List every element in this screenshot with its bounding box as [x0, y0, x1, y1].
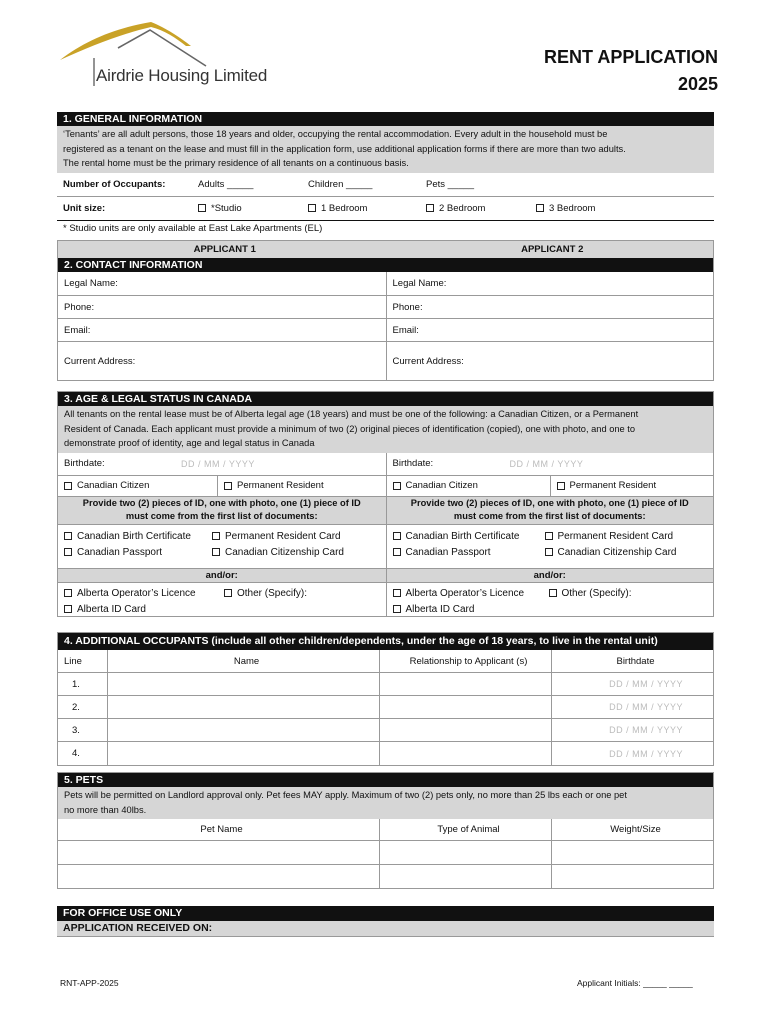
pr-card-option-2[interactable]: Permanent Resident Card: [545, 529, 674, 545]
phone-field-2[interactable]: Phone:: [386, 296, 714, 318]
citizen-option-1[interactable]: Canadian Citizen: [58, 476, 218, 496]
birthdate-field-1[interactable]: Birthdate: DD / MM / YYYY: [64, 458, 255, 469]
birth-cert-option-1[interactable]: Canadian Birth Certificate: [64, 529, 212, 545]
checkbox-icon[interactable]: [536, 204, 544, 212]
section-heading: 1. GENERAL INFORMATION: [57, 112, 714, 126]
section-heading: 5. PETS: [58, 773, 713, 787]
office-use-section: [57, 906, 714, 938]
section-heading: 3. AGE & LEGAL STATUS IN CANADA: [58, 392, 713, 406]
pets-section: [57, 772, 714, 889]
checkbox-icon[interactable]: [393, 548, 401, 556]
licence-option-1[interactable]: Alberta Operator’s Licence: [64, 586, 224, 602]
licence-option-2[interactable]: Alberta Operator’s Licence: [393, 586, 549, 602]
birth-cert-option-2[interactable]: Canadian Birth Certificate: [393, 529, 545, 545]
phone-field-1[interactable]: Phone:: [64, 301, 95, 313]
pr-card-option-1[interactable]: Permanent Resident Card: [212, 529, 341, 545]
checkbox-icon[interactable]: [224, 482, 232, 490]
two-bedroom-option[interactable]: 2 Bedroom: [420, 197, 530, 220]
children-field[interactable]: Children _____: [308, 178, 373, 190]
unit-size-label: Unit size:: [63, 202, 106, 214]
three-bedroom-option[interactable]: 3 Bedroom: [530, 197, 595, 220]
contact-section: [57, 240, 714, 381]
and-or-label-1: and/or:: [205, 569, 238, 581]
applicant-initials[interactable]: Applicant Initials: _____ _____: [577, 978, 693, 988]
checkbox-icon[interactable]: [549, 589, 557, 597]
pets-intro: Pets will be permitted on Landlord approval only. Pet fees MAY apply. Maximum of two (2) pets only, no more than 25 lbs each or one pet no more than 40lbs.: [58, 787, 713, 819]
citizen-option-2[interactable]: Canadian Citizen: [387, 476, 551, 496]
citizenship-card-option-2[interactable]: Canadian Citizenship Card: [545, 545, 677, 561]
address-field-1[interactable]: Current Address:: [64, 355, 136, 367]
checkbox-icon[interactable]: [393, 532, 401, 540]
legal-status-section: [57, 391, 714, 617]
table-row[interactable]: [58, 841, 713, 865]
checkbox-icon[interactable]: [426, 204, 434, 212]
checkbox-icon[interactable]: [64, 605, 72, 613]
checkbox-icon[interactable]: [64, 482, 72, 490]
one-bedroom-option[interactable]: 1 Bedroom: [302, 197, 420, 220]
studio-option[interactable]: *Studio: [192, 197, 302, 220]
applicant-2-header: APPLICANT 2: [521, 244, 584, 255]
checkbox-icon[interactable]: [545, 548, 553, 556]
form-code: RNT-APP-2025: [60, 978, 119, 988]
page-title: RENT APPLICATION 2025: [544, 47, 718, 94]
table-row[interactable]: 3. DD / MM / YYYY: [58, 719, 713, 742]
checkbox-icon[interactable]: [64, 548, 72, 556]
table-row[interactable]: 2. DD / MM / YYYY: [58, 696, 713, 719]
additional-occupants-section: [57, 632, 714, 766]
table-row[interactable]: 4. DD / MM / YYYY: [58, 742, 713, 765]
checkbox-icon[interactable]: [198, 204, 206, 212]
office-use-heading: FOR OFFICE USE ONLY: [57, 906, 714, 921]
ab-id-option-1[interactable]: Alberta ID Card: [64, 602, 386, 618]
application-received-label: APPLICATION RECEIVED ON:: [57, 921, 714, 936]
legal-name-field-1[interactable]: Legal Name:: [64, 278, 118, 289]
and-or-label-2: and/or:: [386, 569, 714, 582]
passport-option-1[interactable]: Canadian Passport: [64, 545, 212, 561]
pr-option-2[interactable]: Permanent Resident: [551, 476, 657, 496]
table-row[interactable]: [58, 865, 713, 888]
org-name: Airdrie Housing Limited: [96, 66, 268, 85]
email-field-1[interactable]: Email:: [64, 324, 91, 336]
pr-option-1[interactable]: Permanent Resident: [218, 476, 324, 496]
table-header-row: Line Name Relationship to Applicant (s) Birthdate: [58, 650, 713, 673]
id-note-1: Provide two (2) pieces of ID, one with photo, one (1) piece of ID must come from the first list of documents:: [82, 498, 361, 521]
checkbox-icon[interactable]: [212, 548, 220, 556]
birthdate-field-2[interactable]: Birthdate: DD / MM / YYYY: [386, 453, 714, 475]
checkbox-icon[interactable]: [545, 532, 553, 540]
other-option-2[interactable]: Other (Specify):: [549, 586, 632, 602]
checkbox-icon[interactable]: [393, 482, 401, 490]
table-row[interactable]: 1. DD / MM / YYYY: [58, 673, 713, 696]
other-option-1[interactable]: Other (Specify):: [224, 586, 307, 602]
section-heading: 4. ADDITIONAL OCCUPANTS (include all other children/dependents, under the age of 18 years, to live in the rental unit): [58, 633, 713, 650]
id-note-2: Provide two (2) pieces of ID, one with photo, one (1) piece of ID must come from the first list of documents:: [386, 497, 714, 524]
status-intro: All tenants on the rental lease must be of Alberta legal age (18 years) and must be one of the following: a Canadian Citizen, or a Permanent Resident of Canada. Each applicant must provide a minimum of two (2) original pieces of identification (copied), one with photo, and one to demonstrate proof of identity, age and legal status in Canada: [58, 406, 713, 453]
pets-field[interactable]: Pets _____: [426, 178, 475, 190]
applicant-1-header: APPLICANT 1: [193, 244, 256, 255]
address-field-2[interactable]: Current Address:: [386, 342, 714, 380]
general-info-section: [57, 112, 714, 237]
checkbox-icon[interactable]: [212, 532, 220, 540]
table-header-row: Pet Name Type of Animal Weight/Size: [58, 819, 713, 841]
checkbox-icon[interactable]: [308, 204, 316, 212]
checkbox-icon[interactable]: [393, 605, 401, 613]
checkbox-icon[interactable]: [557, 482, 565, 490]
checkbox-icon[interactable]: [393, 589, 401, 597]
checkbox-icon[interactable]: [224, 589, 232, 597]
citizenship-card-option-1[interactable]: Canadian Citizenship Card: [212, 545, 344, 561]
checkbox-icon[interactable]: [64, 589, 72, 597]
adults-field[interactable]: Adults _____: [198, 178, 254, 190]
checkbox-icon[interactable]: [64, 532, 72, 540]
ab-id-option-2[interactable]: Alberta ID Card: [393, 602, 714, 618]
passport-option-2[interactable]: Canadian Passport: [393, 545, 545, 561]
section-heading: 2. CONTACT INFORMATION: [58, 258, 713, 272]
email-field-2[interactable]: Email:: [386, 319, 714, 341]
general-intro: ‘Tenants’ are all adult persons, those 18 years and older, occupying the rental accommodation. Every adult in the household must be registered as a tenant on the lease and must fill in the application form, use additional application forms if there are more than two adults. The rental home must be the primary residence of all tenants on a continuous basis.: [57, 126, 714, 173]
studio-note: * Studio units are only available at East Lake Apartments (EL): [63, 223, 323, 234]
legal-name-field-2[interactable]: Legal Name:: [386, 272, 714, 295]
occupants-label: Number of Occupants:: [63, 178, 166, 190]
